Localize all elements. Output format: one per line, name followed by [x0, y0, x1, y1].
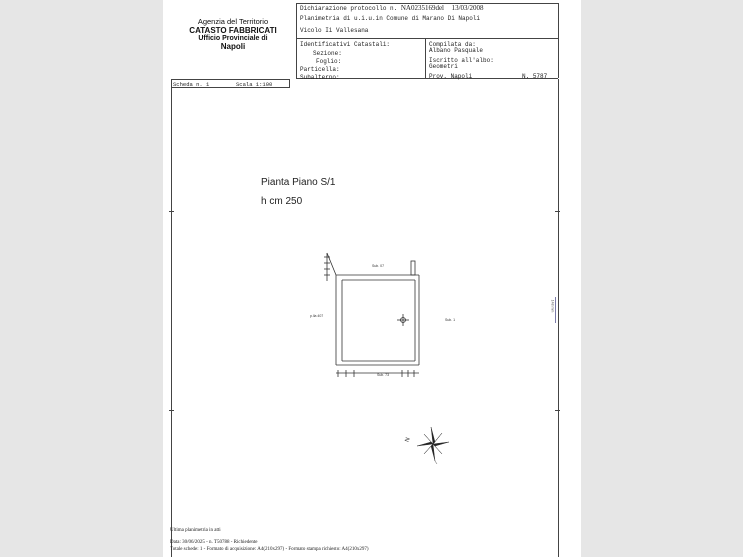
- document-sheet: [163, 0, 581, 557]
- declaration-label: Dichiarazione protocollo n.: [300, 5, 398, 12]
- frame-tick-left-1: [169, 211, 174, 212]
- planimetry-line: Planimetria di u.i.u.in Comune di Marano Di Napoli: [300, 15, 481, 22]
- last-plan-note: Ultima planimetria in atti: [170, 528, 221, 533]
- registered-value: Geometri: [429, 63, 458, 70]
- header-left-border: [296, 3, 297, 78]
- number-value: 5787: [532, 73, 548, 80]
- province-label: Prov. Napoli: [429, 73, 473, 80]
- agency-office: Ufficio Provinciale di: [198, 35, 268, 42]
- plan-label-left: p.lla 407: [310, 314, 324, 318]
- plan-label-right: Sub. 1: [445, 318, 456, 322]
- scheda-label: Scheda n. 1: [173, 81, 210, 88]
- declaration-number: NA0235169del: [400, 4, 444, 12]
- wall-notch: [411, 261, 415, 275]
- identifiers-label: Identificativi Catastali:: [300, 41, 391, 48]
- foglio-label: Foglio:: [316, 58, 342, 65]
- scale-label: Scala 1:100: [236, 81, 273, 88]
- subalterno-label: Subalterno:: [300, 74, 340, 81]
- registration-number: [522, 73, 547, 80]
- plan-label-bottom: Sub. 73: [377, 373, 390, 377]
- number-label: N.: [522, 73, 530, 80]
- side-dimension-label: 148 mm: [550, 299, 555, 313]
- frame-left-border: [171, 79, 172, 557]
- header-mid-divider: [296, 38, 558, 39]
- plan-label-top: Sub. 07: [372, 264, 385, 268]
- compiled-name: Albano Pasquale: [429, 47, 484, 54]
- frame-right-border: [558, 79, 559, 557]
- agency-city: Napoli: [220, 42, 246, 51]
- compass-rose-icon: [403, 423, 455, 465]
- frame-tick-right-1: [555, 211, 560, 212]
- scheda-top-border: [171, 79, 289, 80]
- frame-tick-left-2: [169, 410, 174, 411]
- agency-name: Agenzia del Territorio: [197, 17, 269, 26]
- declaration-line: [300, 4, 484, 12]
- agency-catasto: CATASTO FABBRICATI: [189, 26, 277, 35]
- side-dimension-marker: [555, 297, 556, 323]
- address-line: Vicolo Ii Vallesana: [300, 27, 369, 34]
- height-label: h cm 250: [261, 196, 303, 207]
- footer-line-1: Data: 30/06/2025 - n. T50788 - Richiedente: [170, 540, 258, 545]
- section-label: Sezione:: [313, 50, 342, 57]
- agency-block: [178, 17, 288, 51]
- declaration-date: 13/03/2008: [451, 4, 484, 12]
- north-label: N: [404, 436, 412, 444]
- footer-line-2: Totale schede: 1 - Formato di acquisizione: A4(210x297) - Formato stampa richiesto: A4(210x297): [170, 547, 369, 552]
- frame-tick-right-2: [555, 410, 560, 411]
- scheda-right-border: [289, 79, 290, 88]
- header-col-divider: [425, 38, 426, 78]
- floor-title: Pianta Piano S/1: [261, 177, 336, 188]
- header-right-border: [558, 3, 559, 78]
- dim-diag: [327, 253, 336, 275]
- particella-label: Particella:: [300, 66, 340, 73]
- compiled-label: Compilata da:: [429, 41, 476, 48]
- registered-label: Iscritto all'albo:: [429, 57, 494, 64]
